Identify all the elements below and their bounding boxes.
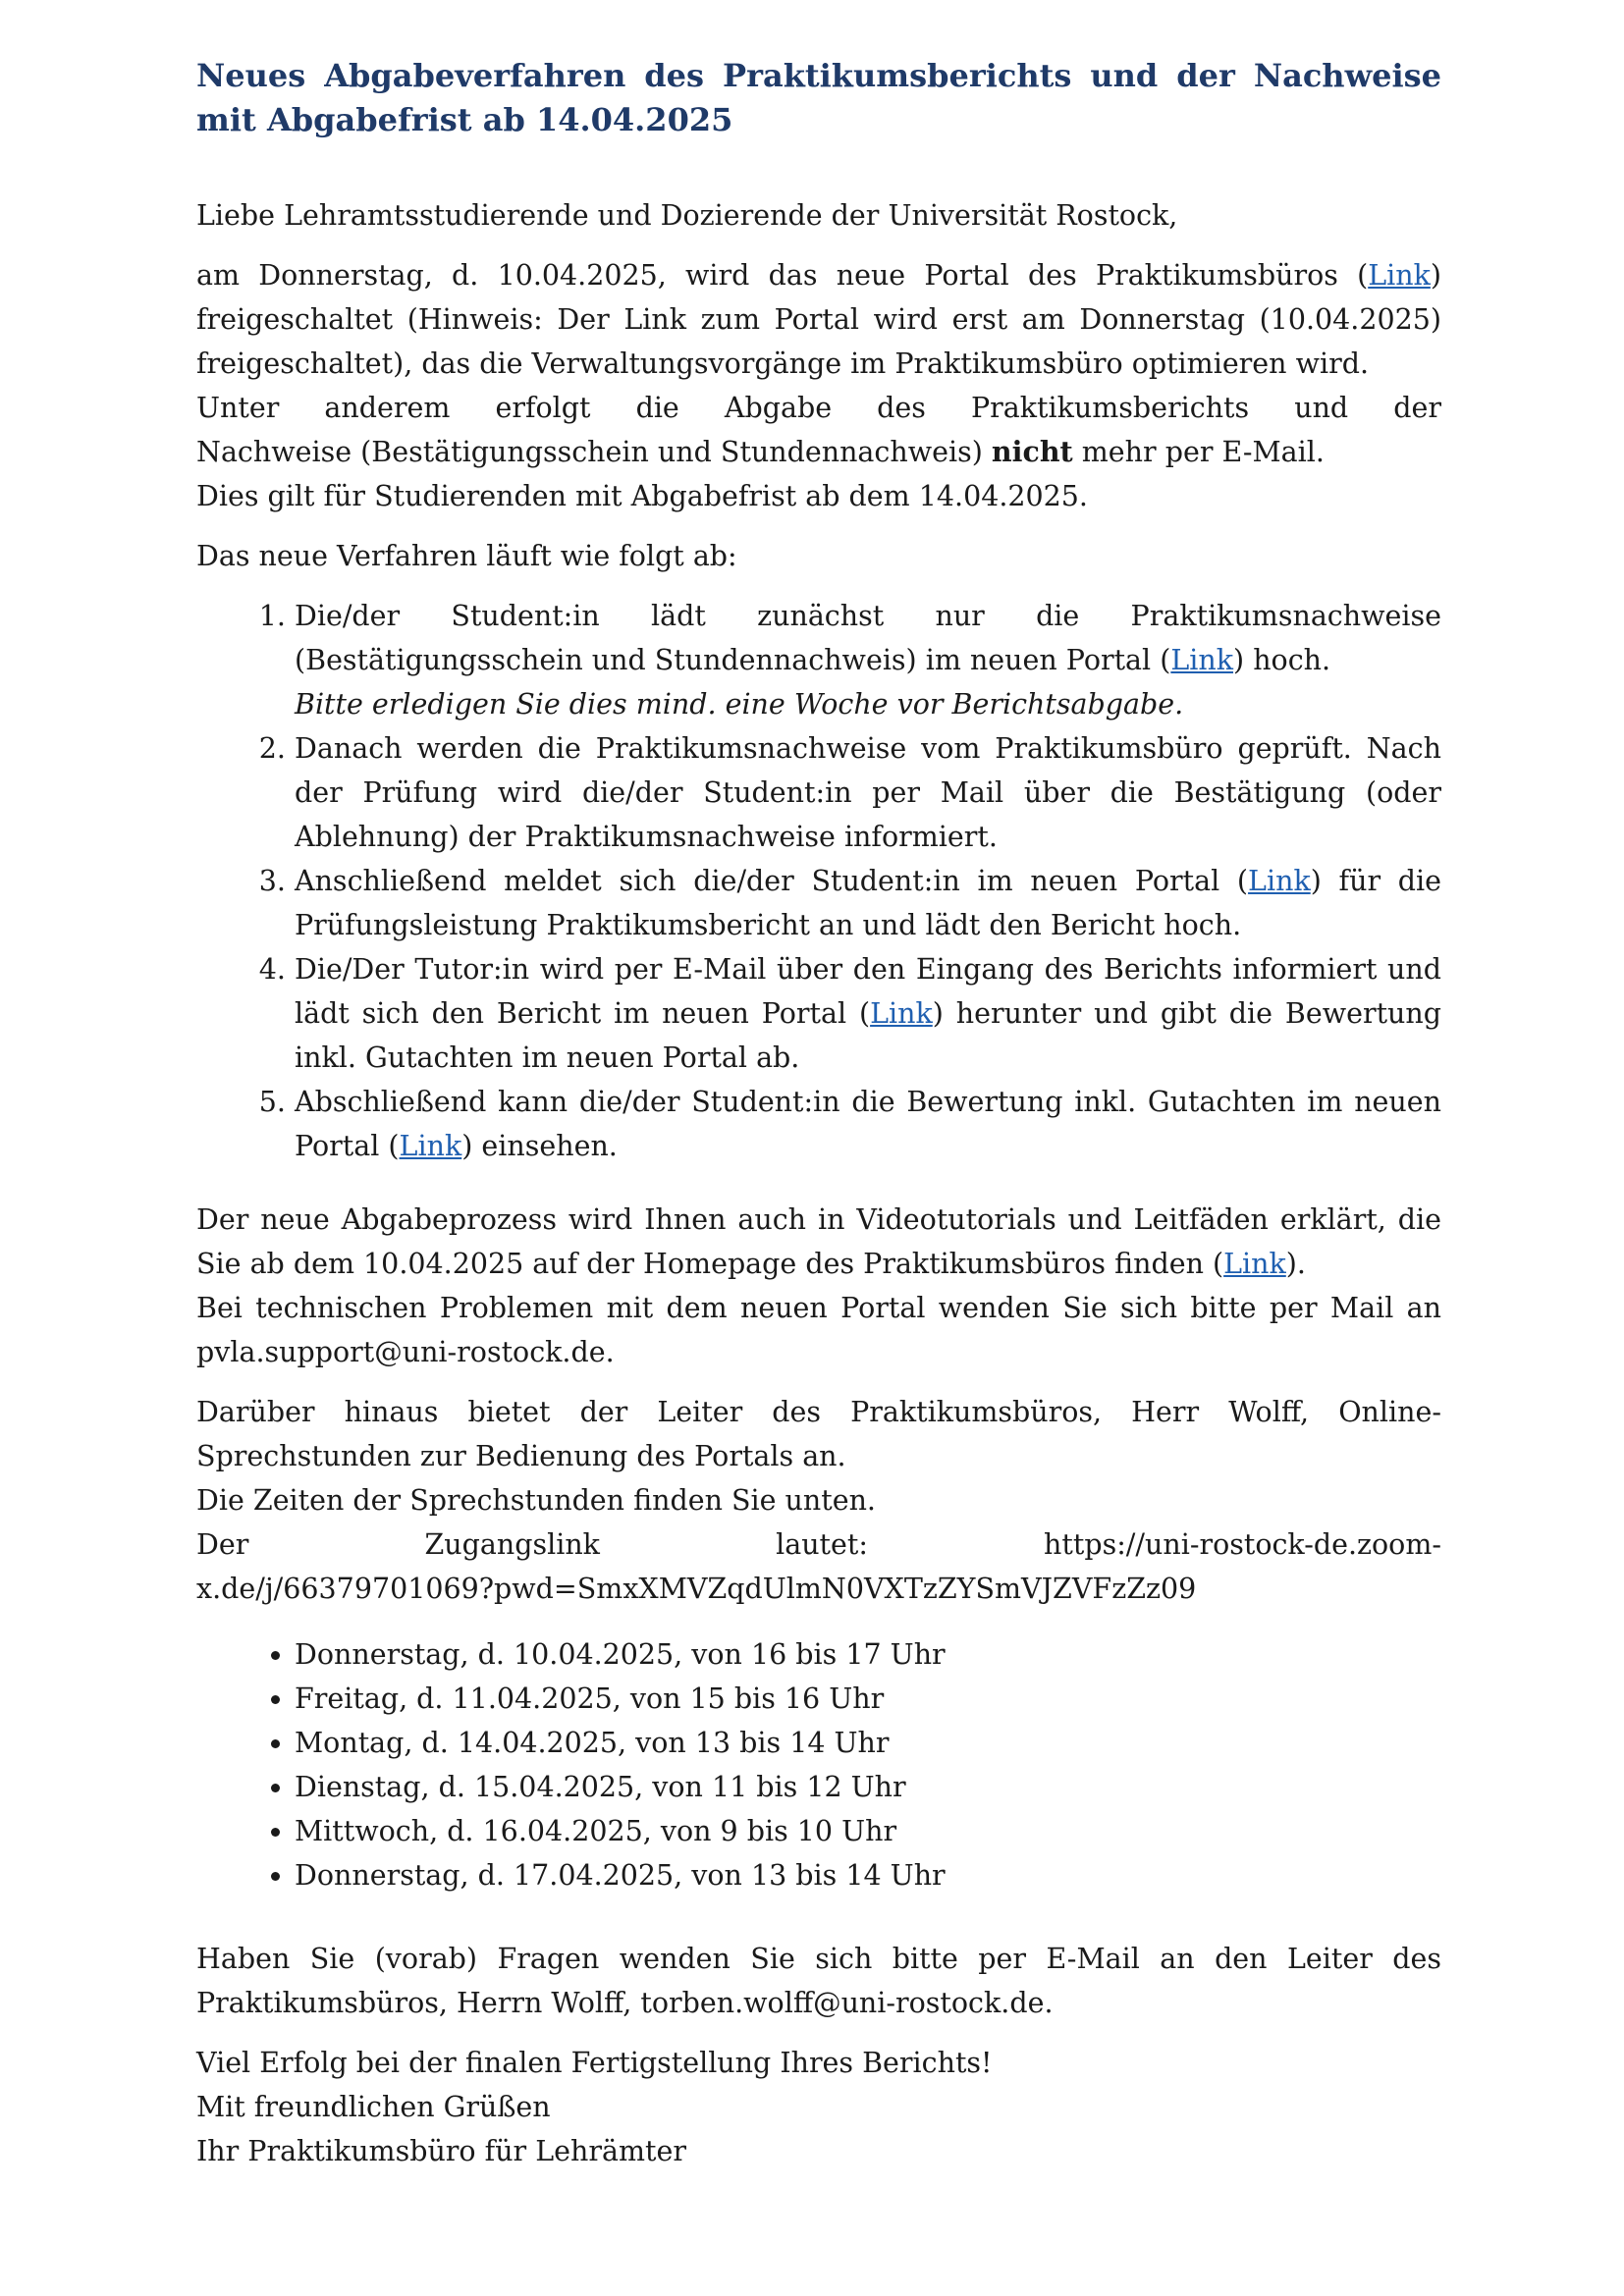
procedure-steps — [196, 594, 1441, 1168]
step-portal-link[interactable]: Link — [1170, 644, 1234, 676]
list-item: • Dienstag, d. 15.04.2025, von 11 bis 12 Uhr — [295, 1765, 1441, 1809]
tutorials-paragraph — [196, 1198, 1441, 1286]
intro-line-a: Unter anderem erfolgt die Abgabe des Praktikumsberichts und der — [196, 392, 1441, 424]
step-item — [295, 594, 1441, 726]
intro-paragraph — [196, 253, 1441, 386]
step-text-end: ) herunter und gibt die Bewertung inkl. Gutachten im neuen Portal ab. — [295, 997, 1441, 1074]
step-portal-link[interactable]: Link — [870, 997, 933, 1030]
zoom-link-line-2[interactable]: x.de/j/66379701069?pwd=SmxXMVZqdUlmN0VXTzZYSmVJZVFzZz09 — [196, 1573, 1197, 1605]
step-item — [295, 947, 1441, 1080]
list-item: • Donnerstag, d. 10.04.2025, von 16 bis 17 Uhr — [295, 1632, 1441, 1677]
intro-line-b-post: mehr per E-Mail. — [1072, 436, 1325, 468]
closing-regards: Mit freundlichen Grüßen — [196, 2091, 551, 2123]
list-item: • Montag, d. 14.04.2025, von 13 bis 14 Uhr — [295, 1721, 1441, 1765]
step-text-end: ) einsehen. — [461, 1130, 618, 1162]
document-page — [196, 54, 1441, 2173]
tutorials-text: Der neue Abgabeprozess wird Ihnen auch in Videotutorials und Leitfäden erklärt, die Sie ab dem 10.04.2025 auf der Homepage des Praktikumsbüros finden ( — [196, 1203, 1441, 1280]
portal-link[interactable]: Link — [1368, 259, 1431, 292]
step-item — [295, 1080, 1441, 1168]
questions-paragraph: Haben Sie (vorab) Fragen wenden Sie sich bitte per E-Mail an den Leiter des Praktikumsbüros, Herrn Wolff, torben.wolff@uni-rostock.de. — [196, 1943, 1441, 2019]
step-text: Die/der Student:in lädt zunächst nur die Praktikumsnachweise (Bestätigungsschein und Stundennachweis) im neuen Portal ( — [295, 600, 1441, 676]
closing-wish: Viel Erfolg bei der finalen Fertigstellung Ihres Berichts! — [196, 2047, 993, 2079]
step-item — [295, 859, 1441, 947]
list-item: • Donnerstag, d. 17.04.2025, von 13 bis 14 Uhr — [295, 1853, 1441, 1897]
homepage-link[interactable]: Link — [1223, 1248, 1286, 1280]
intro-line-c: Dies gilt für Studierenden mit Abgabefrist ab dem 14.04.2025. — [196, 480, 1088, 512]
intro-text-2: ) freigeschaltet (Hinweis: Der Link zum Portal wird erst am Donnerstag (10.04.2025) freigeschaltet), das die Verwaltungsvorgänge im Praktikumsbüro optimieren wird. — [196, 259, 1441, 380]
step-portal-link[interactable]: Link — [1248, 865, 1311, 897]
greeting: Liebe Lehramtsstudierende und Dozierende der Universität Rostock, — [196, 199, 1178, 232]
step-note: Bitte erledigen Sie dies mind. eine Woche vor Berichtsabgabe. — [295, 688, 1184, 721]
step-item — [295, 726, 1441, 859]
step-text-end: ) hoch. — [1233, 644, 1331, 676]
list-item: • Mittwoch, d. 16.04.2025, von 9 bis 10 Uhr — [295, 1809, 1441, 1853]
intro-line-b — [196, 430, 1441, 474]
step-text: Abschließend kann die/der Student:in die Bewertung inkl. Gutachten im neuen Portal ( — [295, 1086, 1441, 1162]
zoom-link-line-1[interactable]: Der Zugangslink lautet: https://uni-rostock-de.zoom- — [196, 1528, 1441, 1561]
list-item: • Freitag, d. 11.04.2025, von 15 bis 16 Uhr — [295, 1677, 1441, 1721]
step-text-end: ) für die Prüfungsleistung Praktikumsbericht an und lädt den Bericht hoch. — [295, 865, 1441, 941]
consultation-times-note: Die Zeiten der Sprechstunden finden Sie unten. — [196, 1484, 876, 1517]
consultation-times-list — [196, 1632, 1441, 1897]
intro-text-1: am Donnerstag, d. 10.04.2025, wird das neue Portal des Praktikumsbüros ( — [196, 259, 1369, 292]
step-text: Danach werden die Praktikumsnachweise vom Praktikumsbüro geprüft. Nach der Prüfung wird die/der Student:in per Mail über die Bestätigung (oder Ablehnung) der Praktikumsnachweise informiert. — [295, 732, 1441, 853]
intro-line-b-pre: Nachweise (Bestätigungsschein und Stundennachweis) — [196, 436, 992, 468]
step-text: Die/Der Tutor:in wird per E-Mail über den Eingang des Berichts informiert und lädt sich den Bericht im neuen Portal ( — [295, 953, 1441, 1030]
closing-block — [196, 2041, 1441, 2173]
page-title: Neues Abgabeverfahren des Praktikumsberichts und der Nachweise mit Abgabefrist ab 14.04.2025 — [196, 57, 1441, 138]
support-paragraph: Bei technischen Problemen mit dem neuen Portal wenden Sie sich bitte per Mail an pvla.support@uni-rostock.de. — [196, 1292, 1441, 1368]
procedure-intro: Das neue Verfahren läuft wie folgt ab: — [196, 540, 737, 572]
step-text: Anschließend meldet sich die/der Student:in im neuen Portal ( — [295, 865, 1249, 897]
step-portal-link[interactable]: Link — [399, 1130, 462, 1162]
intro-emphasis: nicht — [991, 435, 1073, 468]
closing-signature: Ihr Praktikumsbüro für Lehrämter — [196, 2135, 686, 2167]
consultation-paragraph: Darüber hinaus bietet der Leiter des Praktikumsbüros, Herr Wolff, Online-Sprechstunden zur Bedienung des Portals an. — [196, 1396, 1441, 1472]
tutorials-text-end: ). — [1285, 1248, 1306, 1280]
